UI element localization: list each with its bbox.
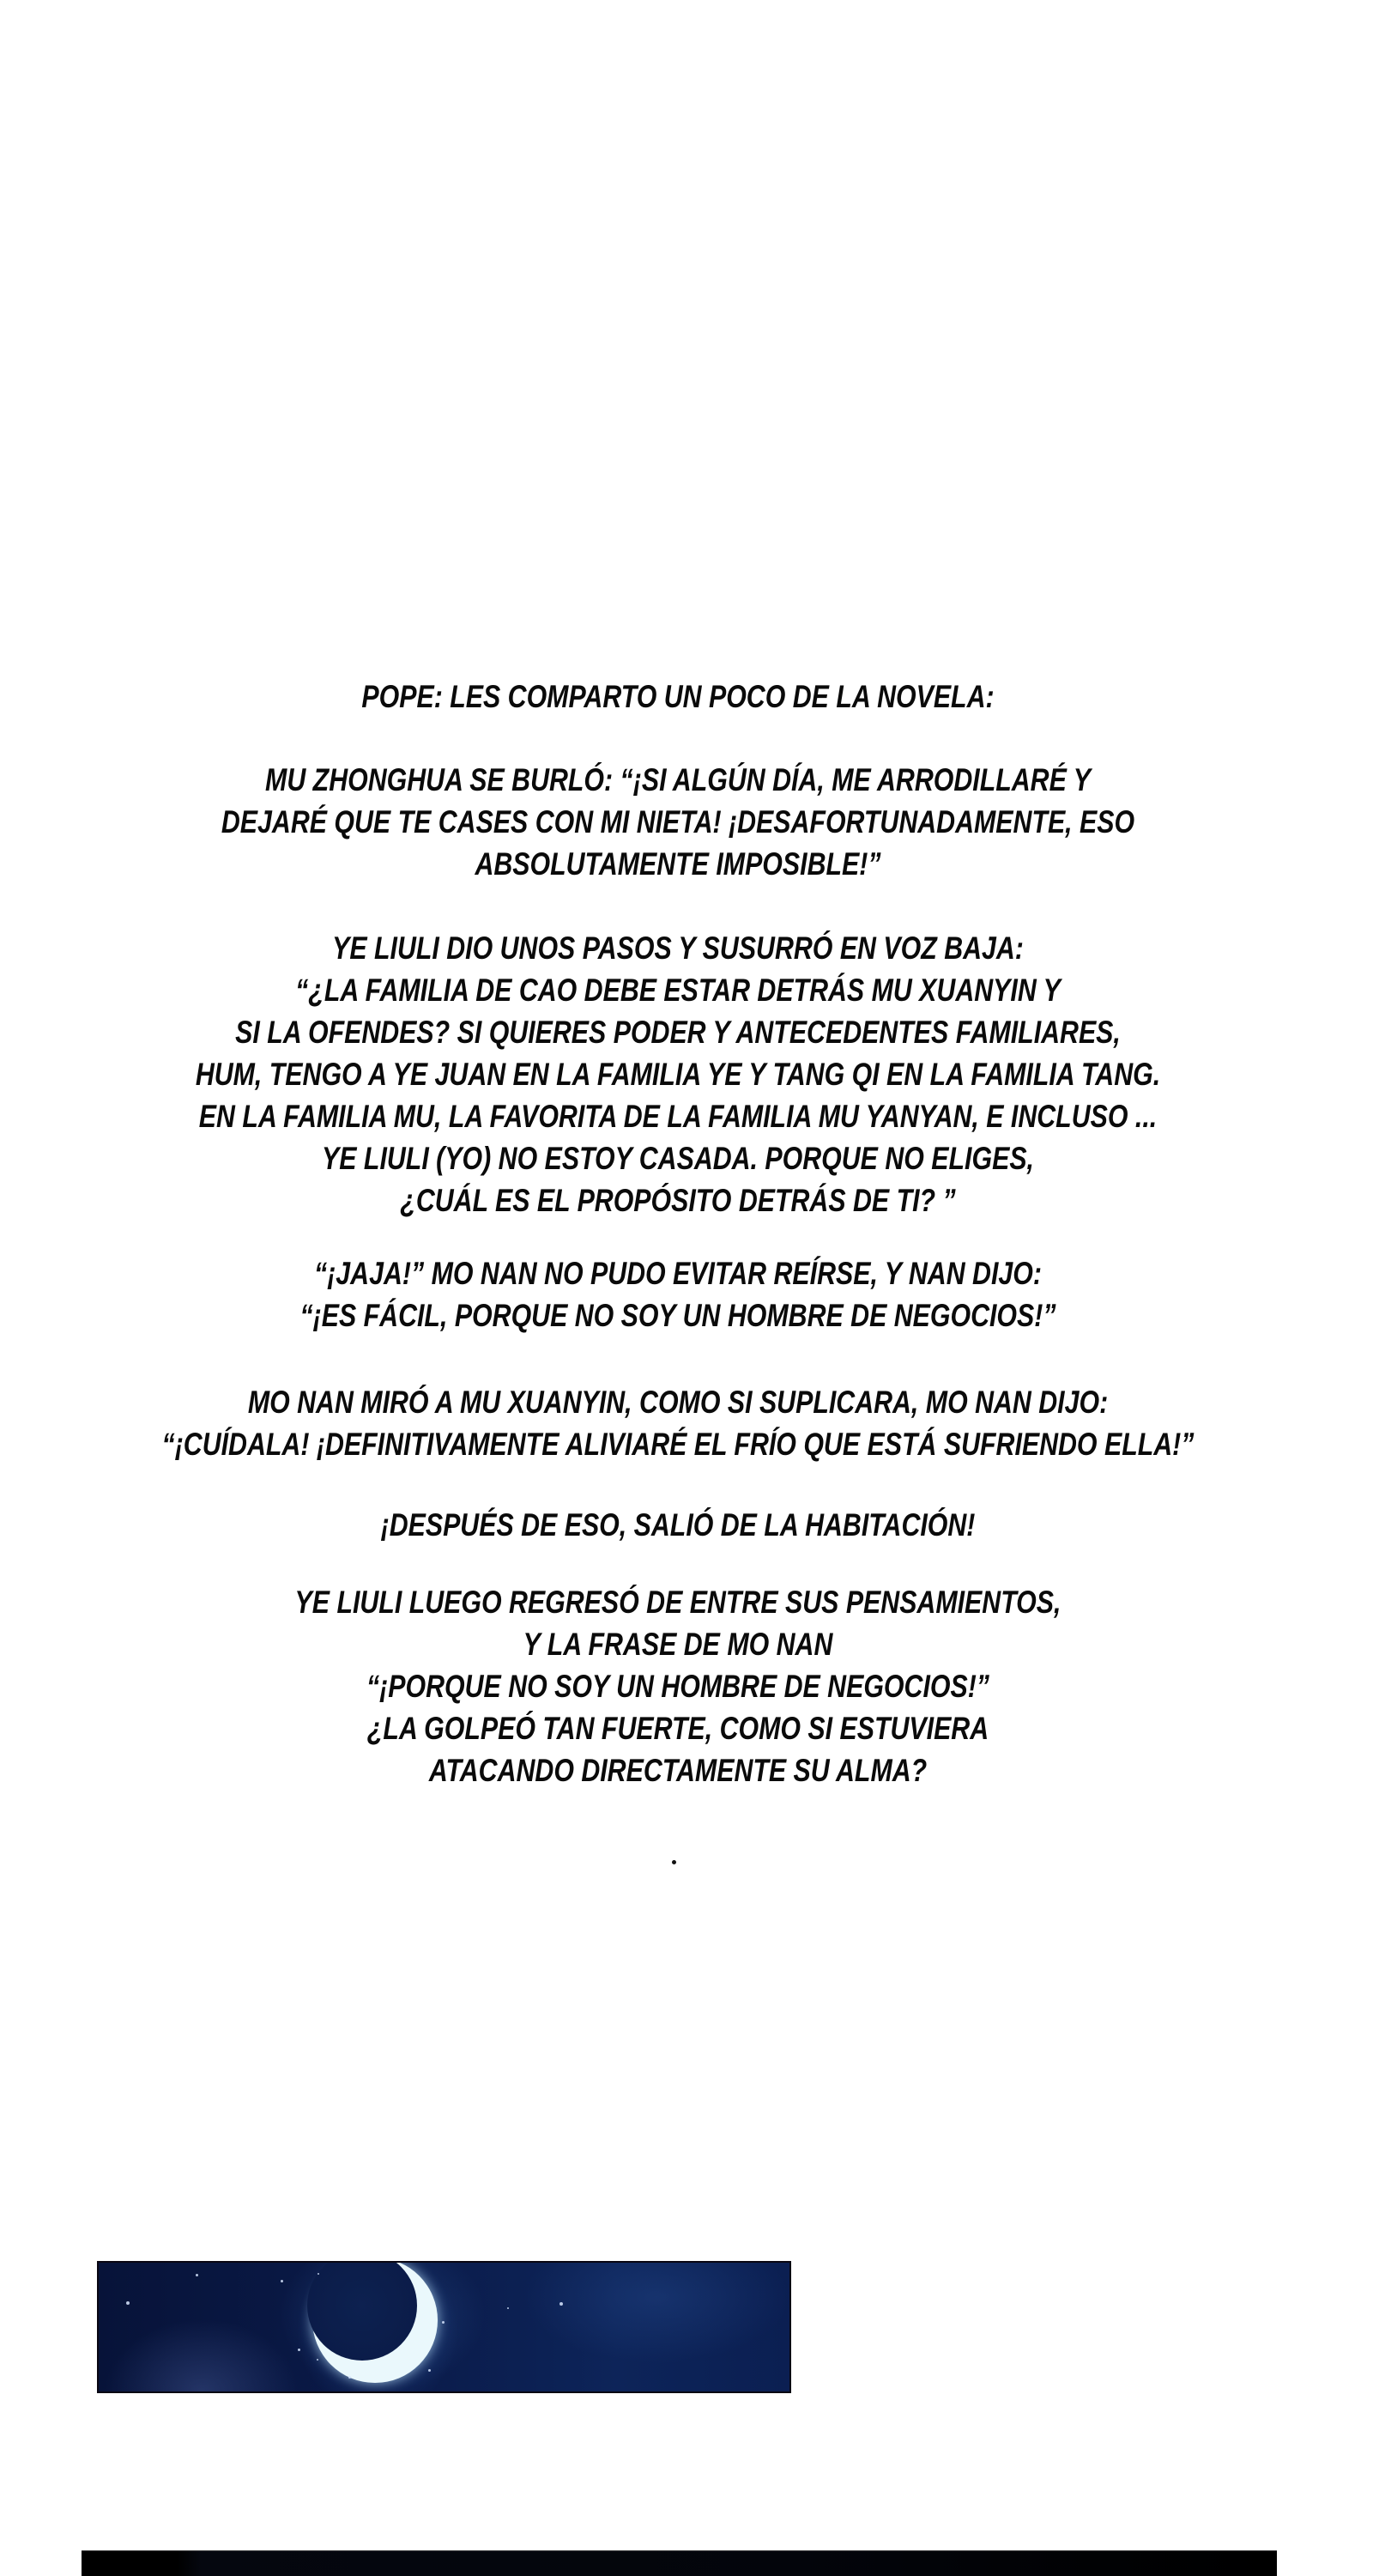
text-line: MO NAN MIRÓ A MU XUANYIN, COMO SI SUPLICARA, MO NAN DIJO: [247, 1385, 1109, 1420]
paragraph-mo-nan-laugh [122, 1252, 1234, 1336]
text-line: “¡PORQUE NO SOY UN HOMBRE DE NEGOCIOS!” [366, 1669, 989, 1704]
text-line: ATACANDO DIRECTAMENTE SU ALMA? [428, 1753, 928, 1788]
star-icon [298, 2349, 300, 2351]
bottom-dark-panel [82, 2550, 1277, 2576]
text-line: ¿CUÁL ES EL PROPÓSITO DETRÁS DE TI? ” [400, 1183, 956, 1218]
moon-night-panel [97, 2261, 791, 2393]
paragraph-ye-liuli-whisper [122, 927, 1234, 1221]
star-icon [507, 2307, 509, 2309]
text-line: ABSOLUTAMENTE IMPOSIBLE!” [475, 846, 881, 882]
star-icon [126, 2301, 130, 2305]
star-icon [348, 2376, 351, 2379]
text-line: YE LIULI DIO UNOS PASOS Y SUSURRÓ EN VOZ BAJA: [332, 930, 1024, 966]
text-line: YE LIULI (YO) NO ESTOY CASADA. PORQUE NO ELIGES, [322, 1141, 1034, 1176]
text-line: MU ZHONGHUA SE BURLÓ: “¡SI ALGÚN DÍA, ME ARRODILLARÉ Y [265, 762, 1091, 797]
text-line: “¡ES FÁCIL, PORQUE NO SOY UN HOMBRE DE NEGOCIOS!” [299, 1298, 1056, 1333]
star-icon [428, 2369, 431, 2372]
text-line: DEJARÉ QUE TE CASES CON MI NIETA! ¡DESAFORTUNADAMENTE, ESO [221, 804, 1135, 839]
text-line: “¿LA FAMILIA DE CAO DEBE ESTAR DETRÁS MU XUANYIN Y [295, 973, 1061, 1008]
text-line: “¡CUÍDALA! ¡DEFINITIVAMENTE ALIVIARÉ EL FRÍO QUE ESTÁ SUFRIENDO ELLA!” [161, 1427, 1195, 1462]
text-line: HUM, TENGO A YE JUAN EN LA FAMILIA YE Y TANG QI EN LA FAMILIA TANG. [195, 1057, 1161, 1092]
star-icon [317, 2359, 318, 2361]
text-line: SI LA OFENDES? SI QUIERES PODER Y ANTECEDENTES FAMILIARES, [235, 1015, 1121, 1050]
paragraph-mo-nan-plea [122, 1381, 1234, 1465]
text-line: POPE: LES COMPARTO UN POCO DE LA NOVELA: [361, 679, 995, 714]
paragraph-ye-liuli-thoughts [122, 1581, 1234, 1791]
text-line: ¡DESPUÉS DE ESO, SALIÓ DE LA HABITACIÓN! [380, 1507, 976, 1543]
star-icon [281, 2280, 283, 2282]
star-icon [559, 2302, 563, 2306]
star-icon [196, 2274, 198, 2276]
text-line: ¿LA GOLPEÓ TAN FUERTE, COMO SI ESTUVIERA [366, 1711, 989, 1746]
intro-text [122, 676, 1234, 718]
paragraph-mu-zhonghua [122, 759, 1234, 885]
text-line: EN LA FAMILIA MU, LA FAVORITA DE LA FAMILIA MU YANYAN, E INCLUSO ... [198, 1099, 1158, 1134]
separator-dot [672, 1860, 676, 1864]
text-line: “¡JAJA!” MO NAN NO PUDO EVITAR REÍRSE, Y NAN DIJO: [314, 1256, 1042, 1291]
text-line: Y LA FRASE DE MO NAN [523, 1627, 833, 1662]
text-line: YE LIULI LUEGO REGRESÓ DE ENTRE SUS PENSAMIENTOS, [294, 1585, 1062, 1620]
star-icon [318, 2273, 319, 2275]
paragraph-left-room [122, 1504, 1234, 1546]
star-icon [442, 2321, 445, 2324]
